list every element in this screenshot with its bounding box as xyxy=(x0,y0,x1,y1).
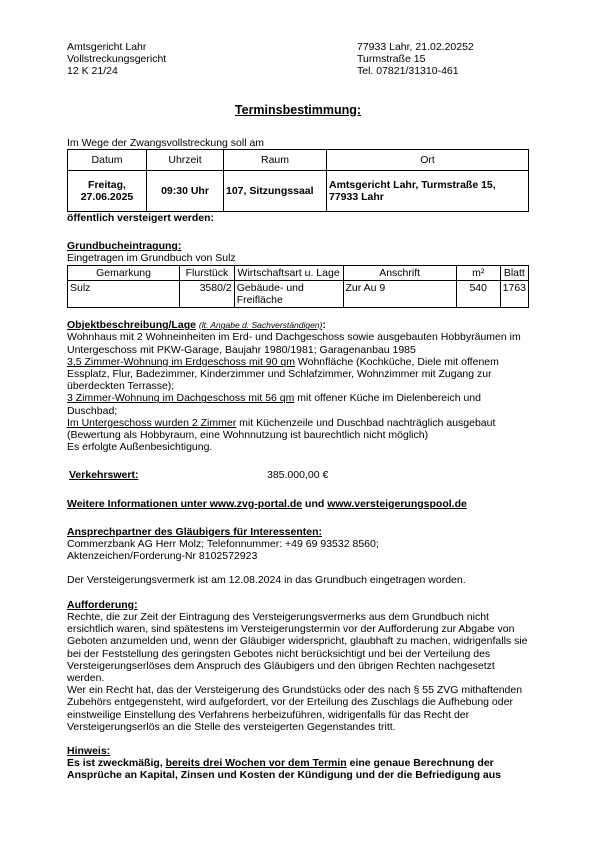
cell-ort: Amtsgericht Lahr, Turmstraße 15, 77933 Lahr xyxy=(327,171,529,212)
court-name: Amtsgericht Lahr xyxy=(67,41,147,53)
ansprech-line2: Aktenzeichen/Forderung-Nr 8102572923 xyxy=(67,550,258,563)
street: Turmstraße 15 xyxy=(357,53,426,66)
grundbuch-sub: Eingetragen im Grundbuch von Sulz xyxy=(67,252,236,265)
phone: Tel. 07821/31310-461 xyxy=(357,65,459,78)
place-date: 77933 Lahr, 21.02.20252 xyxy=(357,41,474,53)
col-uhrzeit: Uhrzeit xyxy=(147,150,224,171)
cell-datum: Freitag, 27.06.2025 xyxy=(68,171,147,212)
cell-raum: 107, Sitzungssaal xyxy=(224,171,327,212)
objekt-section xyxy=(67,319,529,453)
hinweis-section xyxy=(67,745,529,782)
vermerk-text: Der Versteigerungsvermerk ist am 12.08.2024 in das Grundbuch eingetragen worden. xyxy=(67,574,466,587)
termin-table xyxy=(67,149,529,212)
col-gemarkung: Gemarkung xyxy=(68,265,180,280)
after-table-text: öffentlich versteigert werden: xyxy=(67,212,215,225)
objekt-last: Es erfolgte Außenbesichtigung. xyxy=(67,441,213,454)
cell-flurstueck: 3580/2 xyxy=(180,280,235,307)
cell-gemarkung: Sulz xyxy=(68,280,180,307)
col-raum: Raum xyxy=(224,150,327,171)
objekt-line1: Wohnhaus mit 2 Wohneinheiten im Erd- und Dachgeschoss sowie ausgebauten Hobbyräumen im Untergeschoss mit PKW-Garage, Baujahr 1980/1981; Garagenanbau 1985 xyxy=(67,331,521,356)
objekt-eg: 3,5 Zimmer-Wohnung im Erdgeschoss mit 90 qm Wohnfläche (Kochküche, Diele mit offenem Essplatz, Flur, Badezimmer, Kinderzimmer und Schlafzimmer, Wohnzimmer mit Zugang zur überdeckten Terrasse); xyxy=(67,355,499,393)
ansprech-heading: Ansprechpartner des Gläubigers für Interessenten: xyxy=(67,525,322,538)
col-wirtschaftsart: Wirtschaftsart u. Lage xyxy=(234,265,343,280)
hinweis-heading: Hinweis: xyxy=(67,744,111,757)
grundbuch-heading: Grundbucheintragung: xyxy=(67,240,182,253)
table-row xyxy=(68,280,529,307)
court-department: Vollstreckungsgericht xyxy=(67,53,167,66)
cell-blatt: 1763 xyxy=(500,280,528,307)
ansprech-line1: Commerzbank AG Herr Molz; Telefonnummer: +49 69 93532 8560; xyxy=(67,538,379,551)
aufforderung-heading: Aufforderung: xyxy=(67,598,138,611)
versteigerungspool-link[interactable]: www.versteigerungspool.de xyxy=(327,497,467,510)
col-blatt: Blatt xyxy=(500,265,528,280)
col-ort: Ort xyxy=(327,150,529,171)
table-row xyxy=(68,171,529,212)
verkehrswert-row xyxy=(67,469,529,481)
aufforderung-p2: Wer ein Recht hat, das der Versteigerung des Grundstücks oder des nach § 55 ZVG mithaftenden Zubehörs entgegensteht, wird aufgefordert, vor der Erteilung des Zuschlags die Aufhebung oder einstweilige Einstellung des Verfahrens herbeizuführen, widrigenfalls für das Recht der Versteigerungserlös an die Stelle des versteigerten Gegenstandes tritt. xyxy=(67,684,523,733)
cell-anschrift: Zur Au 9 xyxy=(343,280,456,307)
court-contact xyxy=(357,41,529,78)
col-datum: Datum xyxy=(68,150,147,171)
cell-wirtschaftsart: Gebäude- und Freifläche xyxy=(234,280,343,307)
court-address xyxy=(67,41,166,78)
col-flurstueck: Flurstück xyxy=(180,265,235,280)
aufforderung-p1: Rechte, die zur Zeit der Eintragung des Versteigerungsvermerks aus dem Grundbuch nicht ersichtlich waren, sind spätestens im Versteigerungstermin vor der Aufforderung zur Abgabe von Geboten anzumelden und, wenn der Gläubiger widerspricht, glaubhaft zu machen, widrigenfalls sie bei der Feststellung des geringsten Gebotes nicht berücksichtigt und bei der Verteilung des Versteigerungserlöses dem Anspruch des Gläubigers und den übrigen Rechten nachgesetzt werden. xyxy=(67,610,528,684)
case-number: 12 K 21/24 xyxy=(67,65,118,78)
objekt-heading: Objektbeschreibung/Lage xyxy=(67,319,196,332)
table-header-row xyxy=(68,150,529,171)
hinweis-text: Es ist zweckmäßig, bereits drei Wochen vor dem Termin eine genaue Berechnung der Ansprüche an Kapital, Zinsen und Kosten der Kündigung und der die Befriedigung aus xyxy=(67,757,502,782)
intro-text: Im Wege der Zwangsvollstreckung soll am xyxy=(67,136,265,149)
aufforderung-section xyxy=(67,599,529,733)
cell-uhrzeit: 09:30 Uhr xyxy=(147,171,224,212)
objekt-dg: 3 Zimmer-Wohnung im Dachgeschoss mit 56 qm mit offener Küche im Dielenbereich und Duschbad; xyxy=(67,392,481,417)
grundbuch-table xyxy=(67,265,529,309)
col-anschrift: Anschrift xyxy=(343,265,456,280)
ansprech-section xyxy=(67,526,529,563)
weitere-info: Weitere Informationen unter www.zvg-portal.de und www.versteigerungspool.de xyxy=(67,497,467,510)
cell-qm: 540 xyxy=(456,280,500,307)
objekt-heading-line: Objektbeschreibung/Lage (lt. Angabe d. Sachverständigen): xyxy=(67,319,326,332)
verkehrswert-value: 385.000,00 € xyxy=(267,469,329,482)
zvg-portal-link[interactable]: www.zvg-portal.de xyxy=(209,497,303,510)
col-qm: m² xyxy=(456,265,500,280)
objekt-ug: Im Untergeschoss wurden 2 Zimmer mit Küchenzeile und Duschbad nachträglich ausgebaut (Bewertung als Hobbyraum, eine Wohnnutzung ist baurechtlich nicht möglich) xyxy=(67,416,496,442)
document-page xyxy=(67,41,529,782)
letter-header xyxy=(67,41,529,78)
objekt-heading-note: (lt. Angabe d. Sachverständigen) xyxy=(198,320,323,331)
verkehrswert-label: Verkehrswert: xyxy=(69,469,139,482)
grundbuch-section xyxy=(67,240,529,308)
document-title: Terminsbestimmung: xyxy=(234,102,362,117)
table-header-row xyxy=(68,265,529,280)
